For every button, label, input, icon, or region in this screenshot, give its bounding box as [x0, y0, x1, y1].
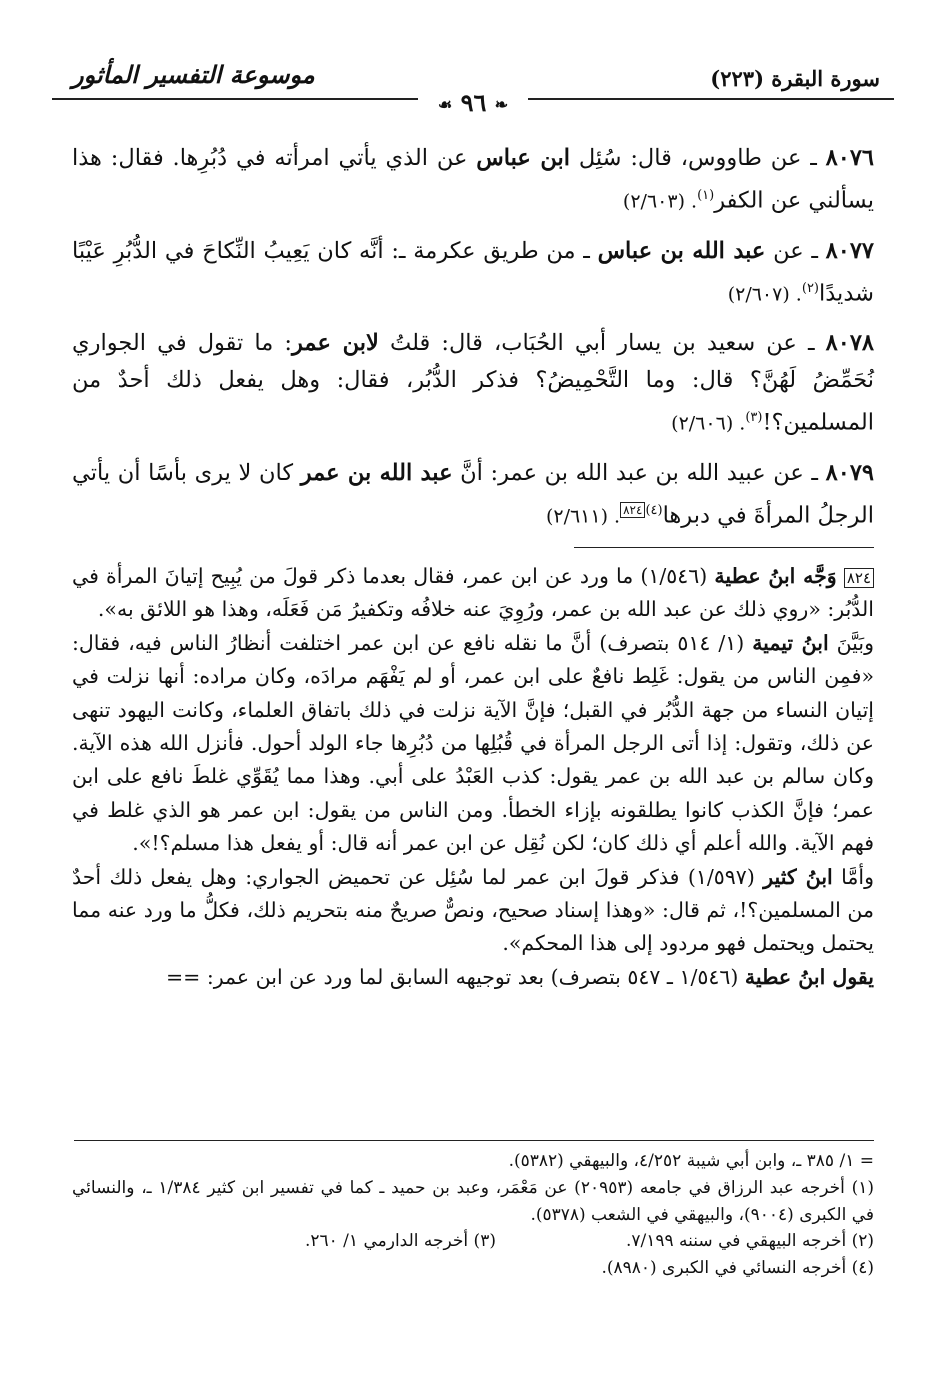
commentary-separator	[574, 547, 874, 548]
entry-8078	[72, 325, 874, 443]
source-ref: . (٢/٦٠٣)	[622, 190, 698, 213]
entry-text: ـ من طريق عكرمة ـ: أنَّه كان يَعِيبُ النِّكاحَ في الدُّبُرِ عَيْبًا شديدًا	[72, 237, 874, 306]
entry-number: ٨٠٧٨	[825, 330, 874, 356]
commentary-paragraph	[72, 861, 874, 961]
footnote-continuation: = ١/ ٣٨٥ ـ، وابن أبي شيبة ٤/٢٥٢، والبيهقي (٥٣٨٢).	[508, 1151, 874, 1171]
source-ref: . (٢/٦١١)	[545, 505, 621, 527]
footnote-separator	[74, 1140, 874, 1141]
commentary-text: وبَيَّنَ	[828, 630, 874, 655]
narrator-name: عبد الله بن عمر	[300, 459, 453, 486]
commentary	[72, 560, 874, 994]
source-ref: . (٢/٦٠٧)	[727, 283, 802, 305]
commentary-text: وأمَّا	[832, 864, 874, 889]
main-text	[72, 140, 874, 547]
surah-title: سورة البقرة (٢٢٣)	[710, 66, 880, 91]
footnote-1: (١) أخرجه عبد الرزاق في جامعه (٢٠٩٥٣) عن مَعْمَر، وعبد بن حميد ـ كما في تفسير ابن كثير ١/٣٨٤ ـ، والنسائي في الكبرى (٩٠٠٤)، والبيهقي في الشعب (٥٣٧٨).	[72, 1177, 875, 1225]
entry-text: ـ عن	[765, 237, 826, 264]
commentary-text: (١/ ٥١٤ بتصرف) أنَّ ما نقله نافع عن ابن عمر اختلفت أنظارُ الناس فيه، فقال: «فمِن الناس من يقول: غَلِط نافعٌ على ابن عمر، أو لم يَفْهَم مرادَه، وكان مراده: أنها نزلت في إتيان النساء من جهة الدُّبُر في القبل؛ فإنَّ الآية نزلت في ذلك باتفاق العلماء، وكانت اليهود تنهى عن ذلك، وتقول: إذا أتى الرجل المرأة في قُبُلِها من دُبُرِها جاء الولد أحول. فأنزل الله هذه الآية. وكان سالم بن عبد الله بن عمر يقول: كذب العَبْدُ على أبي. وهذا مما يُقَوِّي غلطَ نافع على ابن عمر؛ فإنَّ الكذب كانوا يطلقونه بإزاء الخطأ. ومن الناس من يقول: ابن عمر هو الذي غلط في فهم الآية. والله أعلم أي ذلك كان؛ لكن نُقِل عن ابن عمر أنه قال: أو يفعل هذا مسلم؟!».	[72, 630, 874, 856]
ornament-icon: ❧	[494, 95, 509, 114]
commentary-paragraph	[72, 961, 874, 994]
scholar-name: ابنُ تيمية	[752, 630, 829, 655]
footnote-row	[72, 1228, 874, 1255]
entry-text: ـ عن سعيد بن يسار أبي الحُبَاب، قال: قلتُ	[378, 330, 826, 356]
page-number: ٩٦	[460, 88, 487, 117]
commentary-text: (١/٥٤٦) ما ورد عن ابن عمر، فقال بعدما ذكر قولَ من يُبِيح إتيانَ المرأة في الدُّبُر: «روي ذلك عن عبد الله بن عمر، ورُوِيَ عنه خلافُه وتكفيرُ مَن فَعَلَه، وهذا هو اللائق به».	[72, 564, 874, 622]
source-ref: . (٢/٦٠٦)	[671, 412, 746, 435]
commentary-text: (١/٥٤٦ ـ ٥٤٧ بتصرف) بعد توجيهه السابق لما ورد عن ابن عمر: ==	[165, 964, 745, 989]
commentary-paragraph	[72, 560, 874, 627]
footnote-ref[interactable]: (١)	[697, 188, 715, 203]
scholar-name: يقول ابنُ عطية	[744, 964, 874, 989]
commentary-text: (١/٥٩٧) فذكر قولَ ابن عمر لما سُئِل عن تحميض الجواري: وهل يفعل ذلك أحدٌ من المسلمين؟!، ثم قال: «وهذا إسناد صحيح، ونصٌّ صريحٌ منه بتحريم ذلك، فكلُّ ما ورد عنه مما يحتمل ويحتمل فهو مردود إلى هذا المحكم».	[72, 864, 874, 956]
footnote-3: (٣) أخرجه الدارمي ١/ ٢٦٠.	[304, 1231, 496, 1252]
narrator-name: ابن عباس	[476, 145, 570, 171]
entry-text: عن الذي يأتي امرأته في دُبُرِها. فقال: هذا يسألني عن الكفر	[72, 145, 874, 214]
entry-text: ـ عن طاووس، قال: سُئِل	[569, 145, 826, 171]
footnote-2: (٢) أخرجه البيهقي في سننه ٧/١٩٩.	[625, 1231, 874, 1252]
entry-number: ٨٠٧٦	[825, 145, 875, 171]
footnote-ref[interactable]: (٢)	[801, 280, 819, 296]
entry-8076	[72, 140, 874, 221]
entry-number: ٨٠٧٧	[825, 237, 874, 264]
entry-8079	[72, 455, 874, 536]
entry-text: : ما تقول في الجواري نُحَمِّضُ لَهُنَّ؟ قال: وما التَّحْمِيضُ؟ فذكر الدُّبُر، فقال: وهل يفعل ذلك أحدٌ من المسلمين؟!	[72, 330, 874, 436]
entry-8077	[72, 233, 874, 314]
narrator-name: عبد الله بن عباس	[597, 237, 766, 264]
page-number-row	[0, 88, 946, 116]
commentary-ref-box[interactable]: ٨٢٤	[620, 502, 645, 518]
footnotes	[72, 1148, 874, 1282]
scholar-name: ابنُ كثير	[763, 864, 833, 889]
entry-number: ٨٠٧٩	[825, 459, 874, 486]
entry-text: ـ عن عبيد الله بن عبد الله بن عمر: أنَّ	[452, 459, 826, 486]
ornament-icon: ☙	[437, 95, 453, 114]
commentary-number-box: ٨٢٤	[844, 568, 874, 588]
footnote-ref[interactable]: (٤)	[645, 502, 663, 518]
entry-text: كان لا يرى بأسًا أن يأتي الرجلُ المرأةَ في دبرها	[72, 459, 874, 528]
page-number-wrap	[418, 88, 528, 117]
book-title: موسوعة التفسير المأثور	[72, 60, 315, 89]
scholar-name: وَجَّه ابنُ عطية	[714, 564, 837, 588]
footnote-ref[interactable]: (٣)	[745, 410, 763, 425]
narrator-name: لابن عمر	[292, 330, 379, 356]
commentary-paragraph	[72, 627, 874, 861]
footnote-4: (٤) أخرجه النسائي في الكبرى (٨٩٨٠).	[601, 1258, 874, 1279]
